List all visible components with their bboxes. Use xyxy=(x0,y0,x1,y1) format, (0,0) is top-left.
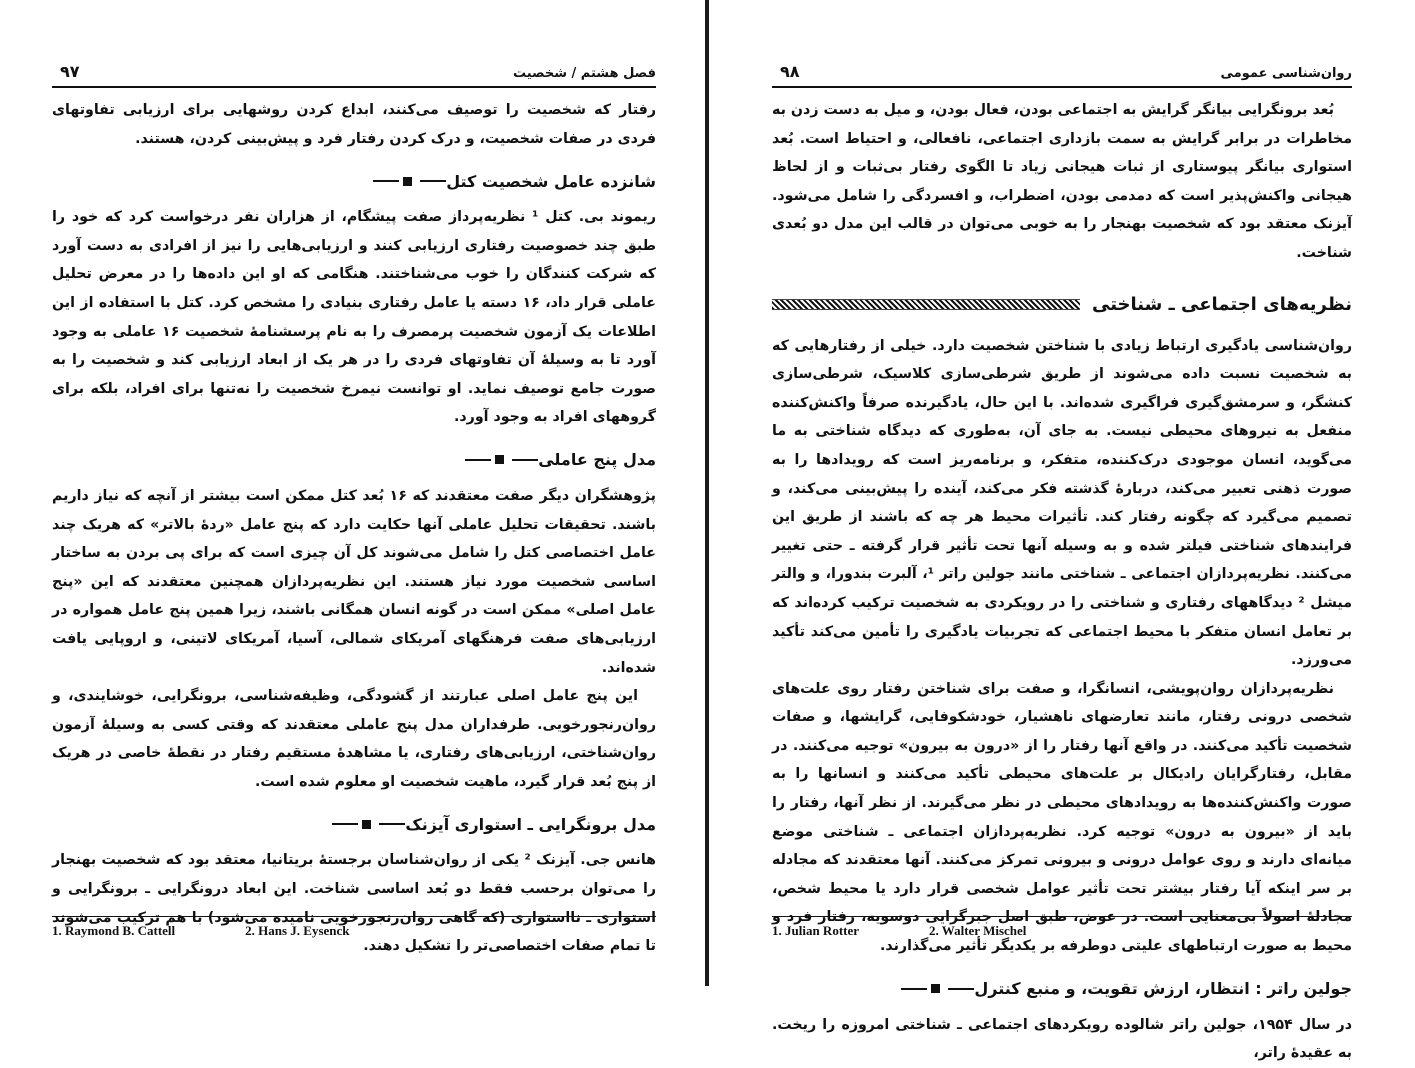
section-paragraph: نظریه‌پردازان روان‌پویشی، انسانگرا، و صفت برای شناختن رفتار روی علت‌های شخصی درونی رفتار، مانند تعارضهای ناهشیار، خودشکوفایی، گرایشها، و صفات شخصیت تأکید می‌کنند. در واقع آنها رفتار را از «درون به بیرون» توجیه می‌کنند. در مقابل، رفتارگرایان رادیکال بر علت‌های محیطی تأکید می‌کنند و انسانها را به صورت واکنش‌کننده‌ها به رویدادهای محیطی در نظر می‌گیرند. از نظر آنها، رفتار را باید از «بیرون به درون» توجیه کرد. نظریه‌پردازان اجتماعی ـ شناختی موضع میانه‌ای دارند و روی عوامل درونی و بیرونی تمرکز می‌کنند. آنها معتقدند که مجادله بر سر اینکه آیا رفتار بیشتر تحت تأثیر عوامل شخصی قرار دارد یا محیط شخص، مجادلهٔ اصولاً بی‌معنایی است. در عوض، طبق اصل جبرگرایی دوسویه، رفتار فرد و محیط به صورت ارتباطهای علیتی دوطرفه بر یکدیگر تأثیر می‌گذارند. xyxy=(772,680,1352,955)
heading-square-icon xyxy=(362,820,371,829)
footnote: 2. Hans J. Eysenck xyxy=(245,923,350,938)
heading-rule xyxy=(512,459,538,461)
page-number: ۹۸ xyxy=(780,62,800,81)
left-page-content xyxy=(52,96,656,961)
heading-square-icon xyxy=(495,455,504,464)
section-heading xyxy=(52,165,656,197)
page-number: ۹۷ xyxy=(60,62,80,81)
left-page-header xyxy=(52,62,656,88)
heading-rule xyxy=(948,988,974,990)
section-paragraph: پژوهشگران دیگر صفت معتقدند که ۱۶ بُعد کتل ممکن است بیشتر از آنچه که نیاز داریم باشند. تحقیقات تحلیل عاملی آنها حکایت دارد که پنج عامل «ردهٔ بالاتر» که هریک چند عامل اختصاصی کتل را شامل می‌شوند کل آن چیزی است که برای پی بردن به ساختار اساسی شخصیت مورد نیاز هستند. این نظریه‌پردازان همچنین معتقدند که این «پنج عامل اصلی» ممکن است در گونه انسان همگانی باشند، زیرا همین پنج عامل همواره در ارزیابی‌های صفت فرهنگهای آمریکای شمالی، آسیا، آمریکای لاتینی، و اروپایی یافت شده‌اند. xyxy=(52,487,657,676)
section-paragraph: این پنج عامل اصلی عبارتند از گشودگی، وظیفه‌شناسی، برونگرایی، خوشایندی، و روان‌رنجورخویی. طرفداران مدل پنج عاملی معتقدند که وقتی کسی به وسیلهٔ آزمون روان‌شناختی، ارزیابی‌های رفتاری، یا مشاهدهٔ مستقیم رفتار در نقطهٔ خاصی در هریک از پنج بُعد قرار گیرد، ماهیت شخصیت او معلوم شده است. xyxy=(52,688,656,790)
footnote: 2. Walter Mischel xyxy=(929,923,1027,938)
heading-text: نظریه‌های اجتماعی ـ شناختی xyxy=(1091,294,1352,316)
section-paragraph: ریموند بی. کتل ¹ نظریه‌پرداز صفت پیشگام، از هزاران نفر درخواست کرد که خود را طبق چند خصوصیت رفتاری ارزیابی کنند و ارزیابی‌هایی را نیز از افرادی به دست آورد که شرکت کنندگان را خوب می‌شناختند. هنگامی که او این داده‌ها را در معرض تحلیل عاملی قرار داد، ۱۶ دسته یا عامل رفتاری بنیادی را مشخص کرد. کتل با استفاده از این اطلاعات یک آزمون شخصیت پرمصرف را به نام پرسشنامهٔ شخصیت ۱۶ عاملی به وجود آورد تا به وسیلهٔ آن تفاوتهای فردی را در هر یک از ابعاد ارزیابی کند و شخصیت را به صورت جامع توصیف نماید. او توانست نیمرخ شخصیت را نه‌تنها برای افراد، بلکه برای گروههای افراد به وجود آورد. xyxy=(52,209,657,426)
heading-rule xyxy=(420,180,446,182)
intro-paragraph: رفتار که شخصیت را توصیف می‌کنند، ابداع کردن روشهایی برای ارزیابی تفاوتهای فردی در صفات شخصیت، و درک کردن رفتار فرد و پیش‌بینی کردن، هستند. xyxy=(52,102,656,147)
heading-rule xyxy=(379,823,405,825)
heading-rule xyxy=(901,988,927,990)
footnotes xyxy=(52,916,656,939)
section-heading xyxy=(52,444,656,476)
heading-text: مدل پنج عاملی xyxy=(538,450,656,470)
heading-rule xyxy=(373,180,399,182)
section-paragraph: هانس جی. آیزنک ² یکی از روان‌شناسان برجستهٔ بریتانیا، معتقد بود که شخصیت بهنجار را می‌توان برحسب فقط دو بُعد اساسی شناخت. این ابعاد درونگرایی ـ برونگرایی و استواری ـ نااستواری (که گاهی روان‌رنجورخویی نامیده می‌شود) با هم ترکیب می‌شوند تا تمام صفات اختصاصی‌تر را تشکیل دهند. xyxy=(52,852,657,955)
section-paragraph: در سال ۱۹۵۴، جولین راتر شالوده رویکردهای اجتماعی ـ شناختی امروزه را ریخت. به عقیدهٔ راتر، xyxy=(772,1016,1353,1062)
footnotes xyxy=(772,916,1352,939)
major-heading xyxy=(772,288,1352,322)
heading-text: مدل برونگرایی ـ استواری آیزنک xyxy=(405,814,656,834)
section-paragraph: روان‌شناسی یادگیری ارتباط زیادی با شناختن شخصیت دارد. خیلی از رفتارهایی که به شخصیت نسبت داده می‌شوند از طریق شرطی‌سازی کلاسیک، شرطی‌سازی کنشگر، و سرمشق‌گیری فراگیری شده‌اند. با این حال، یادگیرنده صرفاً واکنش‌کننده منفعل به نیروهای محیطی نیست. به جای آن، به‌طوری که دیدگاه شناختی به ما می‌گوید، انسان موجودی درک‌کننده، متفکر، و برنامه‌ریز است که رویدادها را به صورت ذهنی تعبیر می‌کند، دربارهٔ گذشته فکر می‌کند، آینده را پیش‌بینی می‌کند، و تصمیم می‌گیرد که چگونه رفتار کند. تأثیرات محیط هر چه که باشند از طریق این فرایندهای شناختی فیلتر شده و به وسیله آنها تحت تأثیر قرار گرفته ـ حتی تغییر می‌کنند. نظریه‌پردازان اجتماعی ـ شناختی مانند جولین راتر ¹، آلبرت بندورا، و والتر میشل ² دیدگاههای رفتاری و شناختی را در رویکردی به شخصیت ترکیب کرده‌اند که بر تعامل انسان متفکر با محیط اجتماعی که تجربیات یادگیری را تأمین می‌کند تأکید می‌ورزد. xyxy=(772,337,1352,669)
heading-square-icon xyxy=(931,984,940,993)
footnote: 1. Raymond B. Cattell xyxy=(52,923,176,938)
book-spine xyxy=(705,0,709,986)
footnote: 1. Julian Rotter xyxy=(772,923,860,938)
right-page-header xyxy=(772,62,1352,88)
intro-paragraph: بُعد برونگرایی بیانگر گرایش به اجتماعی بودن، فعال بودن، و میل به دست زدن به مخاطرات در برابر گرایش به سمت بازداری اجتماعی، نافعالی، و احتیاط است. بُعد استواری بیانگر پیوستاری از ثبات هیجانی زیاد تا الگوی رفتار بی‌ثبات و از لحاظ هیجانی واکنش‌پذیر است که دمدمی بودن، اضطراب، و افسردگی را شامل می‌شود. آیزنک معتقد بود که شخصیت بهنجار را به خوبی می‌توان در قالب این مدل دو بُعدی شناخت. xyxy=(772,102,1352,261)
section-heading xyxy=(772,973,1352,1005)
hatched-rule xyxy=(772,299,1080,310)
heading-square-icon xyxy=(403,177,412,186)
heading-text: شانزده عامل شخصیت کتل xyxy=(446,171,656,191)
left-page xyxy=(52,0,656,986)
right-page xyxy=(772,0,1353,1062)
section-heading xyxy=(52,808,656,840)
heading-rule xyxy=(465,459,491,461)
heading-rule xyxy=(332,823,358,825)
running-title: روان‌شناسی عمومی xyxy=(1220,66,1352,81)
running-title: فصل هشتم / شخصیت xyxy=(512,66,656,81)
heading-text: جولین راتر : انتظار، ارزش تقویت، و منبع کنترل xyxy=(974,979,1352,999)
